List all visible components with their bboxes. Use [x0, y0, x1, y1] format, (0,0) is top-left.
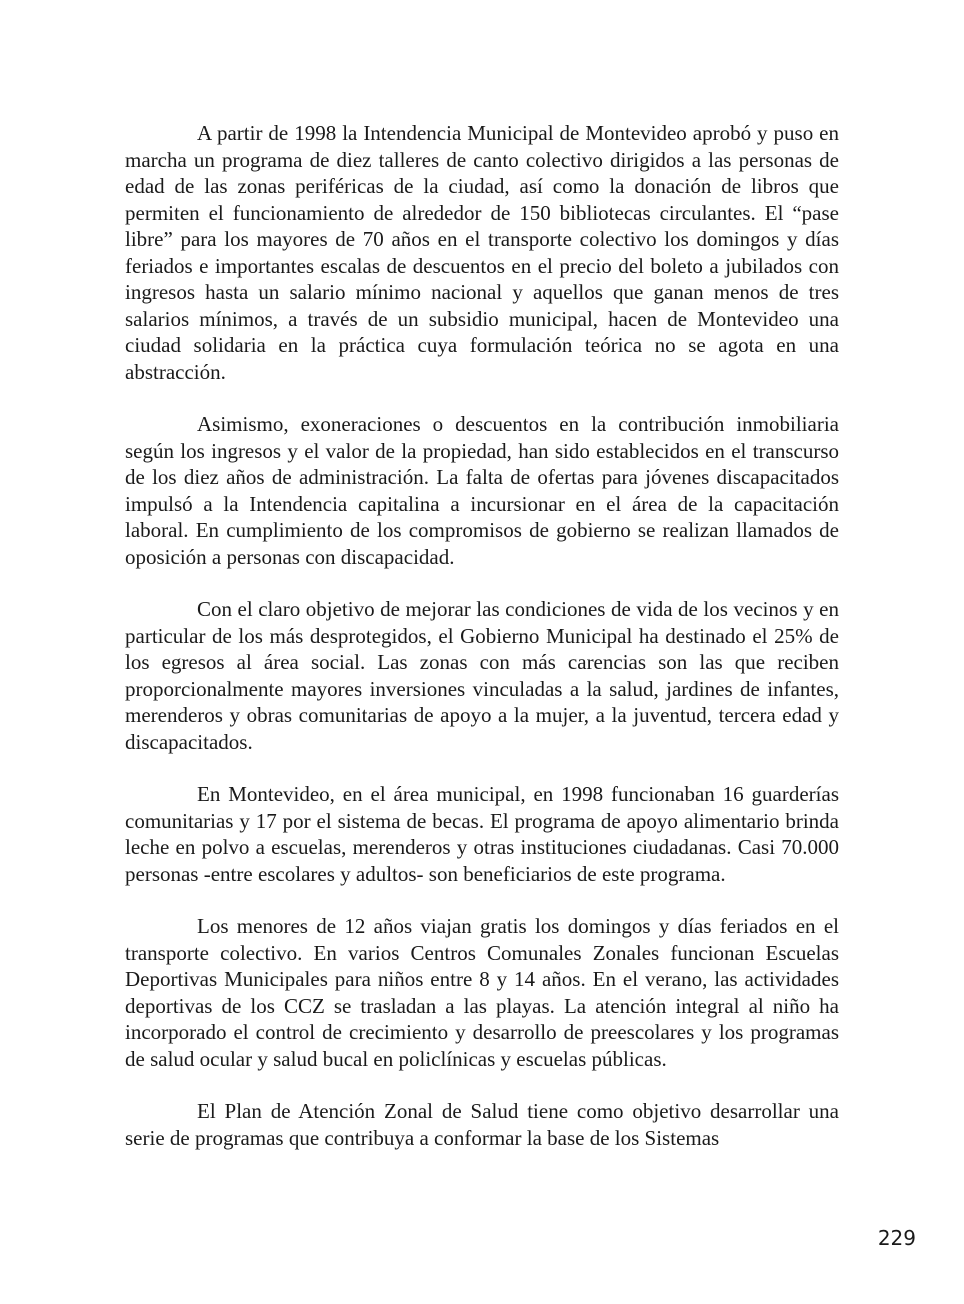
paragraph-3: Con el claro objetivo de mejorar las condiciones de vida de los vecinos y en particular de los más desprotegidos, el Gobierno Municipal ha destinado el 25% de los egresos al área social. Las zonas con más carencias son las que reciben proporcionalmente mayores inversiones vinculadas a la salud, jardines de infantes, merenderos y obras comunitarias de apoyo a la mujer, a la juventud, tercera edad y discapacitados.: [125, 597, 839, 754]
paragraph-6: El Plan de Atención Zonal de Salud tiene como objetivo desarrollar una serie de programas que contribuya a conformar la base de los Sistemas: [125, 1099, 839, 1150]
paragraph-2: Asimismo, exoneraciones o descuentos en la contribución inmobiliaria según los ingresos y el valor de la propiedad, han sido establecidos en el transcurso de los diez años de administración. La falta de ofertas para jóvenes discapacitados impulsó a la Intendencia capitalina a incursionar en el área de la capacitación laboral. En cumplimiento de los compromisos de gobierno se realizan llamados de oposición a personas con discapacidad.: [125, 412, 839, 569]
page-number: 229: [877, 1226, 916, 1250]
paragraph-1: A partir de 1998 la Intendencia Municipal de Montevideo aprobó y puso en marcha un programa de diez talleres de canto colectivo dirigidos a las personas de edad de las zonas periféricas de la ciudad, así como la donación de libros que permiten el funcionamiento de alrededor de 150 bibliotecas circulantes. El “pase libre” para los mayores de 70 años en el transporte colectivo los domingos y días feriados e importantes escalas de descuentos en el precio del boleto a jubilados con ingresos hasta un salario mínimo nacional y aquellos que ganan menos de tres salarios mínimos, a través de un subsidio municipal, hacen de Montevideo una ciudad solidaria en la práctica cuya formulación teórica no se agota en una abstracción.: [125, 121, 839, 384]
body-text: [125, 120, 839, 1177]
paragraph-5: Los menores de 12 años viajan gratis los domingos y días feriados en el transporte colectivo. En varios Centros Comunales Zonales funcionan Escuelas Deportivas Municipales para niños entre 8 y 14 años. En el verano, las actividades deportivas de los CCZ se trasladan a las playas. La atención integral al niño ha incorporado el control de crecimiento y desarrollo de preescolares y los programas de salud ocular y salud bucal en policlínicas y escuelas públicas.: [125, 914, 839, 1071]
paragraph-4: En Montevideo, en el área municipal, en 1998 funcionaban 16 guarderías comunitarias y 17 por el sistema de becas. El programa de apoyo alimentario brinda leche en polvo a escuelas, merenderos y otras instituciones ciudadanas. Casi 70.000 personas -entre escolares y adultos- son beneficiarios de este programa.: [125, 782, 839, 886]
